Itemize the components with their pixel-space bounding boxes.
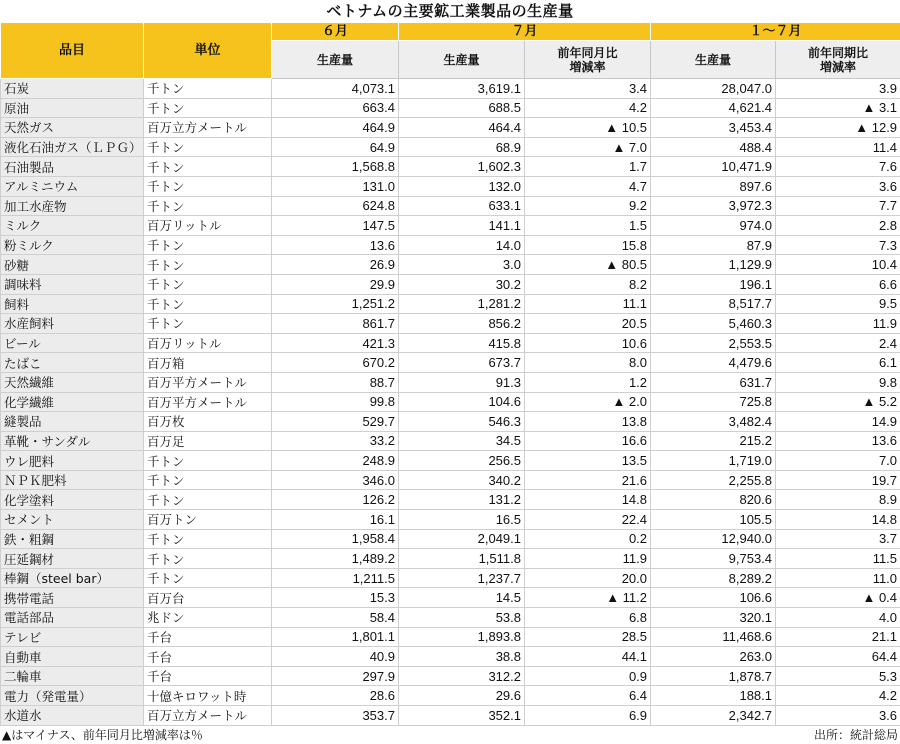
cell-unit: 百万台 <box>144 588 272 608</box>
cell-item-name: セメント <box>1 510 144 530</box>
cell-unit: 千トン <box>144 255 272 275</box>
cell-period-yoy: 19.7 <box>776 470 900 490</box>
cell-july-production: 352.1 <box>399 706 525 726</box>
cell-item-name: アルミニウム <box>1 176 144 196</box>
cell-period-production: 105.5 <box>651 510 776 530</box>
cell-july-yoy: ▲ 7.0 <box>525 137 651 157</box>
cell-june-production: 1,251.2 <box>272 294 399 314</box>
cell-period-production: 897.6 <box>651 176 776 196</box>
table-row <box>1 157 900 177</box>
cell-june-production: 16.1 <box>272 510 399 530</box>
table-row <box>1 176 900 196</box>
cell-july-production: 546.3 <box>399 412 525 432</box>
cell-july-production: 1,281.2 <box>399 294 525 314</box>
cell-july-production: 1,237.7 <box>399 568 525 588</box>
cell-period-yoy: 5.3 <box>776 666 900 686</box>
cell-june-production: 26.9 <box>272 255 399 275</box>
cell-july-production: 3,619.1 <box>399 79 525 99</box>
header-period-production: 生産量 <box>651 41 776 79</box>
cell-unit: 千トン <box>144 176 272 196</box>
cell-period-yoy: 9.5 <box>776 294 900 314</box>
cell-period-production: 4,621.4 <box>651 98 776 118</box>
cell-july-yoy: 44.1 <box>525 647 651 667</box>
cell-item-name: 石油製品 <box>1 157 144 177</box>
header-june-production: 生産量 <box>272 41 399 79</box>
table-row <box>1 274 900 294</box>
cell-june-production: 421.3 <box>272 333 399 353</box>
header-july: ７月 <box>399 23 651 41</box>
table-row <box>1 255 900 275</box>
cell-july-yoy: 15.8 <box>525 235 651 255</box>
cell-july-yoy: 10.6 <box>525 333 651 353</box>
table-row <box>1 549 900 569</box>
cell-period-production: 1,878.7 <box>651 666 776 686</box>
cell-july-production: 104.6 <box>399 392 525 412</box>
cell-june-production: 1,211.5 <box>272 568 399 588</box>
cell-july-yoy: ▲ 2.0 <box>525 392 651 412</box>
cell-july-production: 30.2 <box>399 274 525 294</box>
cell-july-production: 673.7 <box>399 353 525 373</box>
table-row <box>1 98 900 118</box>
cell-july-yoy: 13.5 <box>525 451 651 471</box>
cell-june-production: 1,801.1 <box>272 627 399 647</box>
table-row <box>1 294 900 314</box>
cell-unit: 兆ドン <box>144 608 272 628</box>
cell-july-production: 132.0 <box>399 176 525 196</box>
cell-item-name: 縫製品 <box>1 412 144 432</box>
table-row <box>1 568 900 588</box>
cell-unit: 千トン <box>144 568 272 588</box>
cell-july-production: 29.6 <box>399 686 525 706</box>
cell-item-name: ＮＰＫ肥料 <box>1 470 144 490</box>
cell-july-production: 53.8 <box>399 608 525 628</box>
cell-unit: 百万箱 <box>144 353 272 373</box>
cell-june-production: 353.7 <box>272 706 399 726</box>
cell-period-yoy: 3.7 <box>776 529 900 549</box>
cell-item-name: 原油 <box>1 98 144 118</box>
cell-period-yoy: 14.9 <box>776 412 900 432</box>
cell-item-name: 棒鋼（steel bar） <box>1 568 144 588</box>
cell-item-name: 砂糖 <box>1 255 144 275</box>
cell-july-production: 3.0 <box>399 255 525 275</box>
cell-item-name: 水道水 <box>1 706 144 726</box>
table-row <box>1 431 900 451</box>
cell-july-yoy: 28.5 <box>525 627 651 647</box>
table-row <box>1 627 900 647</box>
cell-june-production: 147.5 <box>272 216 399 236</box>
cell-period-yoy: 11.0 <box>776 568 900 588</box>
cell-june-production: 663.4 <box>272 98 399 118</box>
cell-unit: 百万立方メートル <box>144 706 272 726</box>
cell-period-yoy: 3.9 <box>776 79 900 99</box>
cell-unit: 千トン <box>144 470 272 490</box>
cell-unit: 千トン <box>144 137 272 157</box>
cell-june-production: 297.9 <box>272 666 399 686</box>
cell-item-name: 液化石油ガス（ＬＰＧ） <box>1 137 144 157</box>
cell-item-name: 加工水産物 <box>1 196 144 216</box>
cell-june-production: 1,568.8 <box>272 157 399 177</box>
cell-period-yoy: 10.4 <box>776 255 900 275</box>
cell-june-production: 29.9 <box>272 274 399 294</box>
cell-june-production: 88.7 <box>272 372 399 392</box>
cell-july-yoy: 4.7 <box>525 176 651 196</box>
table-row <box>1 588 900 608</box>
table-row <box>1 314 900 334</box>
cell-period-production: 87.9 <box>651 235 776 255</box>
cell-june-production: 13.6 <box>272 235 399 255</box>
cell-period-production: 106.6 <box>651 588 776 608</box>
cell-period-production: 2,255.8 <box>651 470 776 490</box>
cell-june-production: 40.9 <box>272 647 399 667</box>
cell-july-production: 16.5 <box>399 510 525 530</box>
cell-period-production: 3,972.3 <box>651 196 776 216</box>
cell-period-yoy: 7.7 <box>776 196 900 216</box>
cell-unit: 千トン <box>144 549 272 569</box>
table-row <box>1 510 900 530</box>
cell-july-yoy: 6.8 <box>525 608 651 628</box>
cell-item-name: 電力（発電量） <box>1 686 144 706</box>
cell-july-yoy: 8.0 <box>525 353 651 373</box>
cell-june-production: 248.9 <box>272 451 399 471</box>
table-row <box>1 666 900 686</box>
cell-unit: 千トン <box>144 235 272 255</box>
cell-unit: 千トン <box>144 490 272 510</box>
cell-period-production: 3,453.4 <box>651 118 776 138</box>
cell-item-name: ウレ肥料 <box>1 451 144 471</box>
table-row <box>1 392 900 412</box>
cell-period-yoy: 13.6 <box>776 431 900 451</box>
table-row <box>1 412 900 432</box>
cell-july-production: 256.5 <box>399 451 525 471</box>
cell-unit: 百万トン <box>144 510 272 530</box>
cell-july-yoy: 1.7 <box>525 157 651 177</box>
cell-july-yoy: 1.2 <box>525 372 651 392</box>
cell-june-production: 28.6 <box>272 686 399 706</box>
cell-period-yoy: 4.2 <box>776 686 900 706</box>
cell-period-yoy: 2.8 <box>776 216 900 236</box>
cell-june-production: 861.7 <box>272 314 399 334</box>
cell-unit: 千台 <box>144 647 272 667</box>
cell-period-production: 9,753.4 <box>651 549 776 569</box>
cell-july-yoy: 3.4 <box>525 79 651 99</box>
cell-july-yoy: 8.2 <box>525 274 651 294</box>
cell-july-yoy: ▲ 80.5 <box>525 255 651 275</box>
cell-july-production: 856.2 <box>399 314 525 334</box>
cell-period-production: 188.1 <box>651 686 776 706</box>
cell-item-name: 携帯電話 <box>1 588 144 608</box>
cell-july-production: 68.9 <box>399 137 525 157</box>
cell-period-yoy: 9.8 <box>776 372 900 392</box>
table-row <box>1 137 900 157</box>
cell-june-production: 15.3 <box>272 588 399 608</box>
cell-july-yoy: 6.9 <box>525 706 651 726</box>
cell-period-yoy: 3.6 <box>776 706 900 726</box>
cell-june-production: 624.8 <box>272 196 399 216</box>
cell-period-yoy: 14.8 <box>776 510 900 530</box>
table-row <box>1 353 900 373</box>
cell-unit: 千トン <box>144 314 272 334</box>
cell-period-production: 1,129.9 <box>651 255 776 275</box>
cell-item-name: 二輪車 <box>1 666 144 686</box>
cell-period-production: 974.0 <box>651 216 776 236</box>
table-row <box>1 216 900 236</box>
cell-july-production: 2,049.1 <box>399 529 525 549</box>
cell-item-name: 水産飼料 <box>1 314 144 334</box>
cell-july-production: 14.0 <box>399 235 525 255</box>
cell-july-yoy: 20.0 <box>525 568 651 588</box>
cell-july-production: 688.5 <box>399 98 525 118</box>
cell-unit: 百万リットル <box>144 216 272 236</box>
footer-source: 出所：統計総局 <box>814 726 898 744</box>
cell-item-name: 天然ガス <box>1 118 144 138</box>
cell-july-production: 1,893.8 <box>399 627 525 647</box>
cell-july-production: 464.4 <box>399 118 525 138</box>
cell-july-yoy: 0.9 <box>525 666 651 686</box>
cell-july-yoy: 22.4 <box>525 510 651 530</box>
cell-july-production: 340.2 <box>399 470 525 490</box>
header-june: ６月 <box>272 23 399 41</box>
table-row <box>1 706 900 726</box>
table-row <box>1 372 900 392</box>
cell-unit: 百万枚 <box>144 412 272 432</box>
cell-item-name: 革靴・サンダル <box>1 431 144 451</box>
header-item: 品目 <box>1 23 144 79</box>
cell-unit: 百万立方メートル <box>144 118 272 138</box>
cell-june-production: 529.7 <box>272 412 399 432</box>
cell-unit: 千トン <box>144 529 272 549</box>
table-title: ベトナムの主要鉱工業製品の生産量 <box>0 0 900 22</box>
cell-july-yoy: ▲ 10.5 <box>525 118 651 138</box>
cell-period-yoy: 11.5 <box>776 549 900 569</box>
cell-period-yoy: ▲ 0.4 <box>776 588 900 608</box>
cell-july-production: 91.3 <box>399 372 525 392</box>
cell-july-production: 34.5 <box>399 431 525 451</box>
cell-item-name: たばこ <box>1 353 144 373</box>
production-table <box>0 22 900 726</box>
cell-period-production: 5,460.3 <box>651 314 776 334</box>
cell-item-name: 天然繊維 <box>1 372 144 392</box>
cell-july-yoy: 9.2 <box>525 196 651 216</box>
cell-period-production: 28,047.0 <box>651 79 776 99</box>
table-row <box>1 470 900 490</box>
cell-unit: 千トン <box>144 451 272 471</box>
cell-june-production: 670.2 <box>272 353 399 373</box>
cell-period-production: 2,553.5 <box>651 333 776 353</box>
cell-unit: 百万平方メートル <box>144 392 272 412</box>
cell-july-yoy: 20.5 <box>525 314 651 334</box>
cell-period-yoy: 4.0 <box>776 608 900 628</box>
footer <box>0 726 900 744</box>
cell-item-name: 化学塗料 <box>1 490 144 510</box>
cell-period-yoy: 6.1 <box>776 353 900 373</box>
cell-period-production: 196.1 <box>651 274 776 294</box>
table-row <box>1 118 900 138</box>
cell-period-production: 4,479.6 <box>651 353 776 373</box>
footer-note: ▲はマイナス、前年同月比増減率は％ <box>2 726 203 744</box>
cell-period-yoy: 2.4 <box>776 333 900 353</box>
cell-july-production: 415.8 <box>399 333 525 353</box>
cell-period-production: 10,471.9 <box>651 157 776 177</box>
cell-period-yoy: ▲ 3.1 <box>776 98 900 118</box>
cell-period-yoy: ▲ 5.2 <box>776 392 900 412</box>
cell-july-production: 131.2 <box>399 490 525 510</box>
cell-july-yoy: 6.4 <box>525 686 651 706</box>
table-row <box>1 608 900 628</box>
cell-unit: 千トン <box>144 196 272 216</box>
cell-item-name: 鉄・粗鋼 <box>1 529 144 549</box>
cell-unit: 百万足 <box>144 431 272 451</box>
cell-unit: 千台 <box>144 666 272 686</box>
cell-july-production: 1,511.8 <box>399 549 525 569</box>
cell-item-name: 調味料 <box>1 274 144 294</box>
cell-period-yoy: 7.3 <box>776 235 900 255</box>
header-july-production: 生産量 <box>399 41 525 79</box>
cell-july-production: 312.2 <box>399 666 525 686</box>
cell-july-production: 633.1 <box>399 196 525 216</box>
cell-july-production: 141.1 <box>399 216 525 236</box>
cell-period-yoy: 11.9 <box>776 314 900 334</box>
cell-july-yoy: 4.2 <box>525 98 651 118</box>
cell-item-name: ミルク <box>1 216 144 236</box>
cell-item-name: 石炭 <box>1 79 144 99</box>
cell-item-name: 電話部品 <box>1 608 144 628</box>
cell-unit: 千トン <box>144 79 272 99</box>
cell-july-yoy: 13.8 <box>525 412 651 432</box>
header-jan-jul: １～７月 <box>651 23 900 41</box>
table-row <box>1 529 900 549</box>
cell-unit: 百万平方メートル <box>144 372 272 392</box>
cell-period-yoy: 3.6 <box>776 176 900 196</box>
header-july-yoy: 前年同月比 増減率 <box>525 41 651 79</box>
cell-period-production: 631.7 <box>651 372 776 392</box>
cell-period-production: 263.0 <box>651 647 776 667</box>
cell-june-production: 58.4 <box>272 608 399 628</box>
cell-july-production: 1,602.3 <box>399 157 525 177</box>
cell-period-yoy: 7.6 <box>776 157 900 177</box>
cell-june-production: 131.0 <box>272 176 399 196</box>
cell-july-production: 38.8 <box>399 647 525 667</box>
cell-july-yoy: 21.6 <box>525 470 651 490</box>
cell-period-production: 725.8 <box>651 392 776 412</box>
cell-period-production: 488.4 <box>651 137 776 157</box>
cell-period-yoy: 11.4 <box>776 137 900 157</box>
cell-unit: 十億キロワット時 <box>144 686 272 706</box>
cell-item-name: 粉ミルク <box>1 235 144 255</box>
cell-june-production: 99.8 <box>272 392 399 412</box>
cell-june-production: 1,958.4 <box>272 529 399 549</box>
table-row <box>1 333 900 353</box>
cell-june-production: 4,073.1 <box>272 79 399 99</box>
table-row <box>1 79 900 99</box>
cell-unit: 千トン <box>144 157 272 177</box>
cell-period-production: 11,468.6 <box>651 627 776 647</box>
cell-period-production: 2,342.7 <box>651 706 776 726</box>
cell-period-yoy: 6.6 <box>776 274 900 294</box>
cell-june-production: 1,489.2 <box>272 549 399 569</box>
cell-june-production: 346.0 <box>272 470 399 490</box>
cell-period-production: 215.2 <box>651 431 776 451</box>
header-period-yoy: 前年同期比 増減率 <box>776 41 900 79</box>
cell-period-production: 820.6 <box>651 490 776 510</box>
cell-period-yoy: ▲ 12.9 <box>776 118 900 138</box>
cell-july-yoy: ▲ 11.2 <box>525 588 651 608</box>
cell-period-yoy: 64.4 <box>776 647 900 667</box>
cell-june-production: 33.2 <box>272 431 399 451</box>
cell-item-name: ビール <box>1 333 144 353</box>
table-row <box>1 686 900 706</box>
table-row <box>1 451 900 471</box>
cell-item-name: テレビ <box>1 627 144 647</box>
cell-item-name: 自動車 <box>1 647 144 667</box>
table-row <box>1 196 900 216</box>
cell-unit: 千台 <box>144 627 272 647</box>
cell-period-yoy: 8.9 <box>776 490 900 510</box>
cell-period-production: 8,289.2 <box>651 568 776 588</box>
cell-unit: 千トン <box>144 294 272 314</box>
cell-july-yoy: 11.9 <box>525 549 651 569</box>
header-unit: 単位 <box>144 23 272 79</box>
cell-period-yoy: 7.0 <box>776 451 900 471</box>
cell-july-yoy: 11.1 <box>525 294 651 314</box>
table-row <box>1 490 900 510</box>
cell-unit: 千トン <box>144 98 272 118</box>
cell-july-yoy: 0.2 <box>525 529 651 549</box>
cell-june-production: 464.9 <box>272 118 399 138</box>
cell-july-production: 14.5 <box>399 588 525 608</box>
cell-july-yoy: 14.8 <box>525 490 651 510</box>
table-row <box>1 235 900 255</box>
cell-period-yoy: 21.1 <box>776 627 900 647</box>
cell-unit: 百万リットル <box>144 333 272 353</box>
cell-period-production: 1,719.0 <box>651 451 776 471</box>
cell-unit: 千トン <box>144 274 272 294</box>
cell-july-yoy: 16.6 <box>525 431 651 451</box>
table-row <box>1 647 900 667</box>
cell-june-production: 64.9 <box>272 137 399 157</box>
cell-period-production: 8,517.7 <box>651 294 776 314</box>
cell-june-production: 126.2 <box>272 490 399 510</box>
cell-item-name: 圧延鋼材 <box>1 549 144 569</box>
cell-period-production: 12,940.0 <box>651 529 776 549</box>
cell-period-production: 3,482.4 <box>651 412 776 432</box>
cell-item-name: 化学繊維 <box>1 392 144 412</box>
table-body <box>1 79 900 726</box>
cell-period-production: 320.1 <box>651 608 776 628</box>
cell-item-name: 飼料 <box>1 294 144 314</box>
cell-july-yoy: 1.5 <box>525 216 651 236</box>
